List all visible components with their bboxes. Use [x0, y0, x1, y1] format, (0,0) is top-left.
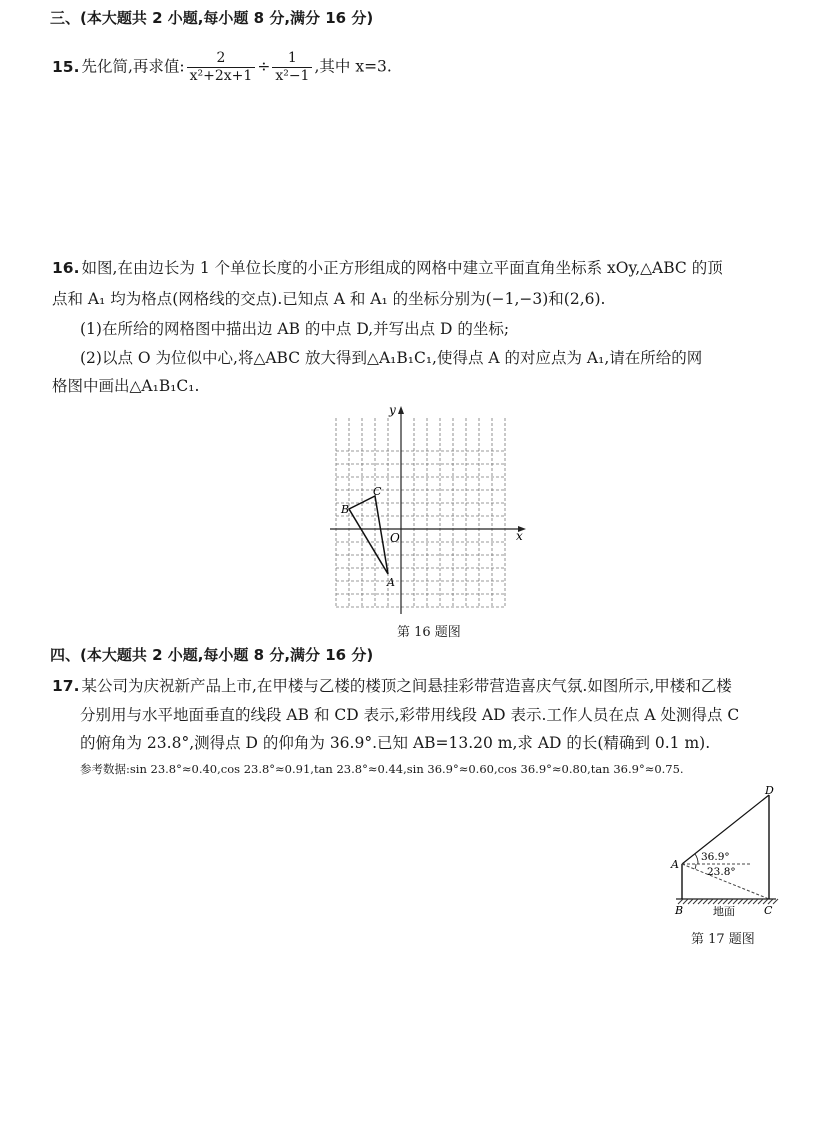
point-d-label: D	[765, 784, 774, 797]
division-operator: ÷	[257, 57, 271, 76]
angle-up-label: 36.9°	[701, 851, 730, 863]
triangle-abc	[349, 496, 388, 574]
fraction-1-denominator: x²+2x+1	[187, 67, 256, 85]
hatch-stroke	[753, 899, 758, 904]
angle-down-label: 23.8°	[707, 866, 736, 878]
origin-label: O	[390, 531, 400, 545]
hatch-stroke	[733, 899, 738, 904]
figure-16-grid	[326, 400, 536, 618]
figure-17-buildings	[664, 782, 794, 924]
fraction-2	[272, 50, 312, 85]
ground-label: 地面	[713, 905, 735, 918]
question-17-text-1: 某公司为庆祝新产品上市,在甲楼与乙楼的楼顶之间悬挂彩带营造喜庆气氛.如图所示,甲楼和乙楼	[81, 677, 732, 695]
ground-hatch	[678, 899, 778, 904]
hatch-stroke	[723, 899, 728, 904]
question-15-number: 15.	[52, 57, 80, 76]
hatch-stroke	[683, 899, 688, 904]
hatch-stroke	[773, 899, 778, 904]
question-16-line-5: 格图中画出△A₁B₁C₁.	[52, 377, 200, 395]
question-17-line-2: 分别用与水平地面垂直的线段 AB 和 CD 表示,彩带用线段 AD 表示.工作人员在点 A 处测得点 C	[80, 706, 740, 724]
hatch-stroke	[693, 899, 698, 904]
question-17-line-1	[52, 676, 732, 696]
angle-arc-up	[695, 854, 698, 864]
question-16-part-1: (1)在所给的网格图中描出边 AB 的中点 D,并写出点 D 的坐标;	[80, 320, 510, 338]
fraction-2-denominator: x²−1	[272, 67, 312, 85]
hatch-stroke	[718, 899, 723, 904]
question-15-tail: ,其中 x=3.	[314, 57, 392, 76]
question-17-line-3: 的俯角为 23.8°,测得点 D 的仰角为 36.9°.已知 AB=13.20 m,求 AD 的长(精确到 0.1 m).	[80, 734, 711, 752]
point-b-label: B	[341, 503, 350, 516]
figure-16-caption: 第 16 题图	[397, 625, 461, 640]
question-16-line-2: 点和 A₁ 均为格点(网格线的交点).已知点 A 和 A₁ 的坐标分别为(−1,−3)和(2,6).	[52, 290, 606, 308]
hatch-stroke	[738, 899, 743, 904]
question-17-number: 17.	[52, 677, 80, 695]
y-axis-label: y	[389, 403, 396, 417]
point-a-label: A	[671, 858, 679, 871]
hatch-stroke	[698, 899, 703, 904]
hatch-stroke	[703, 899, 708, 904]
section-4-heading: 四、(本大题共 2 小题,每小题 8 分,满分 16 分)	[50, 646, 374, 664]
angle-arc-down	[695, 864, 696, 869]
hatch-stroke	[728, 899, 733, 904]
hatch-stroke	[748, 899, 753, 904]
point-a-label: A	[387, 576, 395, 589]
reference-data: 参考数据:sin 23.8°≈0.40,cos 23.8°≈0.91,tan 23.8°≈0.44,sin 36.9°≈0.60,cos 36.9°≈0.80,tan 36.9°≈0.75.	[80, 762, 684, 776]
question-15-lead: 先化简,再求值:	[81, 57, 185, 76]
hatch-stroke	[688, 899, 693, 904]
figure-17-caption: 第 17 题图	[691, 932, 755, 947]
question-16-number: 16.	[52, 259, 80, 277]
fraction-2-numerator: 1	[287, 50, 297, 66]
point-b-label: B	[675, 904, 684, 917]
x-axis-label: x	[516, 529, 523, 543]
section-3-heading: 三、(本大题共 2 小题,每小题 8 分,满分 16 分)	[50, 9, 374, 27]
question-16-line-1	[52, 258, 723, 278]
fraction-1	[187, 50, 256, 85]
fraction-1-numerator: 2	[216, 50, 226, 66]
point-c-label: C	[764, 904, 773, 917]
hatch-stroke	[743, 899, 748, 904]
grid-lines	[336, 418, 505, 618]
hatch-stroke	[708, 899, 713, 904]
question-16-text-1: 如图,在由边长为 1 个单位长度的小正方形组成的网格中建立平面直角坐标系 xOy,△ABC 的顶	[81, 259, 723, 277]
question-15	[52, 50, 392, 85]
point-c-label: C	[373, 485, 382, 498]
y-axis-arrow-icon	[398, 406, 404, 414]
hatch-stroke	[713, 899, 718, 904]
hatch-stroke	[758, 899, 763, 904]
question-16-part-2: (2)以点 O 为位似中心,将△ABC 放大得到△A₁B₁C₁,使得点 A 的对应点为 A₁,请在所给的网	[80, 349, 703, 367]
